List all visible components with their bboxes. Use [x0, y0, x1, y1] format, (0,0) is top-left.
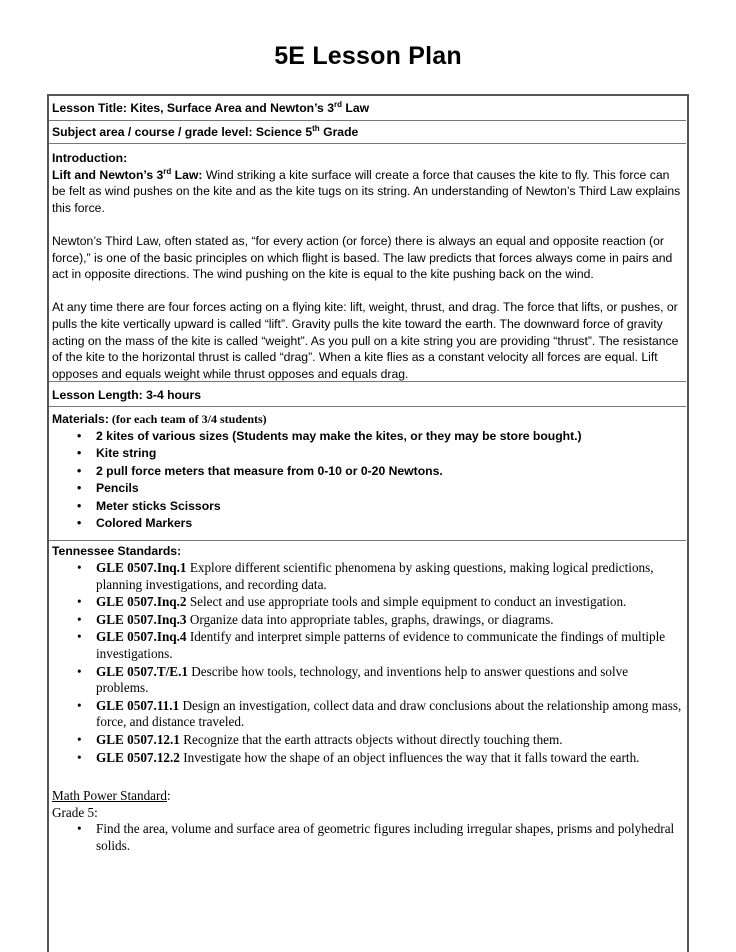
lesson-length-row	[49, 382, 686, 407]
standard-item	[52, 560, 682, 593]
lesson-title-label: Lesson Title: Kites, Surface Area and Newton’s 3	[52, 101, 334, 115]
standard-text: Recognize that the earth attracts objects without directly touching them.	[179, 731, 563, 747]
introduction-para-1	[52, 167, 682, 217]
standard-item	[52, 594, 682, 611]
standard-item	[52, 664, 682, 697]
materials-item: • Pencils	[52, 480, 682, 497]
math-standard-title: Math Power Standard	[52, 788, 168, 804]
standard-text: Design an investigation, collect data and draw conclusions about the relationship among mass, force, and distance traveled.	[96, 697, 682, 730]
standard-item	[52, 698, 682, 731]
subject-sup: th	[312, 124, 320, 133]
materials-row	[49, 407, 686, 541]
standard-code: GLE 0507.T/E.1	[96, 663, 188, 679]
materials-item: • 2 pull force meters that measure from 0-10 or 0-20 Newtons.	[52, 463, 682, 480]
standard-item	[52, 629, 682, 662]
standards-heading: Tennessee Standards:	[52, 544, 182, 558]
lesson-title-sup: rd	[333, 100, 342, 109]
introduction-lead-rest: Law:	[171, 167, 203, 182]
introduction-heading: Introduction:	[52, 151, 128, 165]
introduction-para-2: Newton’s Third Law, often stated as, “for every action (or force) there is always an equal and opposite reaction (or force),” is one of the basic principles on which flight is based. The law predicts that forces always come in pairs and act in opposite directions. The wind pushing on the kite is equal to the kite pushing back on the wind.	[52, 233, 673, 282]
standard-code: GLE 0507.12.1	[96, 731, 180, 747]
materials-list	[52, 428, 682, 532]
standard-code: GLE 0507.11.1	[96, 697, 180, 713]
math-standard-item: • Find the area, volume and surface area of geometric figures including irregular shapes, prisms and polyhedral solids.	[52, 821, 682, 854]
materials-item: • 2 kites of various sizes (Students may make the kites, or they may be store bought.)	[52, 428, 682, 445]
subject-row	[49, 121, 686, 144]
materials-heading: Materials:	[52, 412, 109, 426]
page-title: 5E Lesson Plan	[274, 42, 462, 70]
introduction-lead-sup: rd	[163, 166, 172, 176]
standard-text: Organize data into appropriate tables, graphs, drawings, or diagrams.	[186, 611, 554, 627]
standard-code: GLE 0507.Inq.4	[96, 629, 187, 645]
standard-text: Select and use appropriate tools and simple equipment to conduct an investigation.	[186, 594, 627, 610]
standard-code: GLE 0507.12.2	[96, 749, 180, 765]
standard-code: GLE 0507.Inq.2	[96, 594, 187, 610]
introduction-para-1-text: Wind striking a kite surface will create a force that causes the kite to fly. This force can be felt as wind pushes on the kite and as the kite tugs on its string. An understanding of Newton’s Third Law explains this force.	[52, 167, 681, 215]
lesson-length: Lesson Length: 3-4 hours	[52, 388, 201, 402]
subject-label: Subject area / course / grade level: Science 5	[52, 125, 313, 139]
lesson-title-row	[49, 97, 686, 121]
math-standard-heading	[52, 788, 682, 805]
materials-item: • Meter sticks Scissors	[52, 498, 682, 515]
standard-code: GLE 0507.Inq.1	[96, 560, 187, 575]
standards-list	[52, 560, 682, 766]
standard-text: Describe how tools, technology, and inventions help to answer questions and solve problems.	[96, 663, 629, 696]
subject-rest: Grade	[319, 125, 359, 139]
materials-item: • Colored Markers	[52, 515, 682, 532]
introduction-row	[49, 144, 686, 382]
standard-text: Identify and interpret simple patterns of evidence to communicate the findings of multiple investigations.	[96, 629, 666, 661]
standard-code: GLE 0507.Inq.3	[96, 611, 187, 627]
standard-text: Explore different scientific phenomena by asking questions, making logical predictions, planning investigations, and recording data.	[96, 560, 654, 592]
introduction-lead-label: Lift and Newton’s 3	[52, 167, 164, 182]
introduction-para-3: At any time there are four forces acting on a flying kite: lift, weight, thrust, and drag. The force that lifts, or pushes, or pulls the kite vertically upward is called “lift”. Gravity pulls the kite toward the earth. The downward force of gravity acting on the mass of the kite is called “weight”. As you pull on a kite string you are providing “thrust”. The resistance of the kite to the horizontal thrust is called “drag”. When a kite flies as a constant velocity all forces are equal. Lift opposes and equals weight while thrust opposes and equals drag.	[52, 300, 679, 381]
standard-text: Investigate how the shape of an object influences the way that it falls toward the earth.	[179, 749, 640, 765]
math-standards-list	[52, 821, 682, 854]
standard-item	[52, 732, 682, 749]
math-grade: Grade 5:	[52, 804, 98, 820]
lesson-title-rest: Law	[341, 101, 370, 115]
math-standard-colon: :	[167, 788, 171, 804]
materials-item: • Kite string	[52, 445, 682, 462]
materials-note: (for each team of 3/4 students)	[108, 412, 267, 426]
standards-row	[49, 541, 686, 952]
standard-item	[52, 612, 682, 629]
standard-item	[52, 750, 682, 767]
